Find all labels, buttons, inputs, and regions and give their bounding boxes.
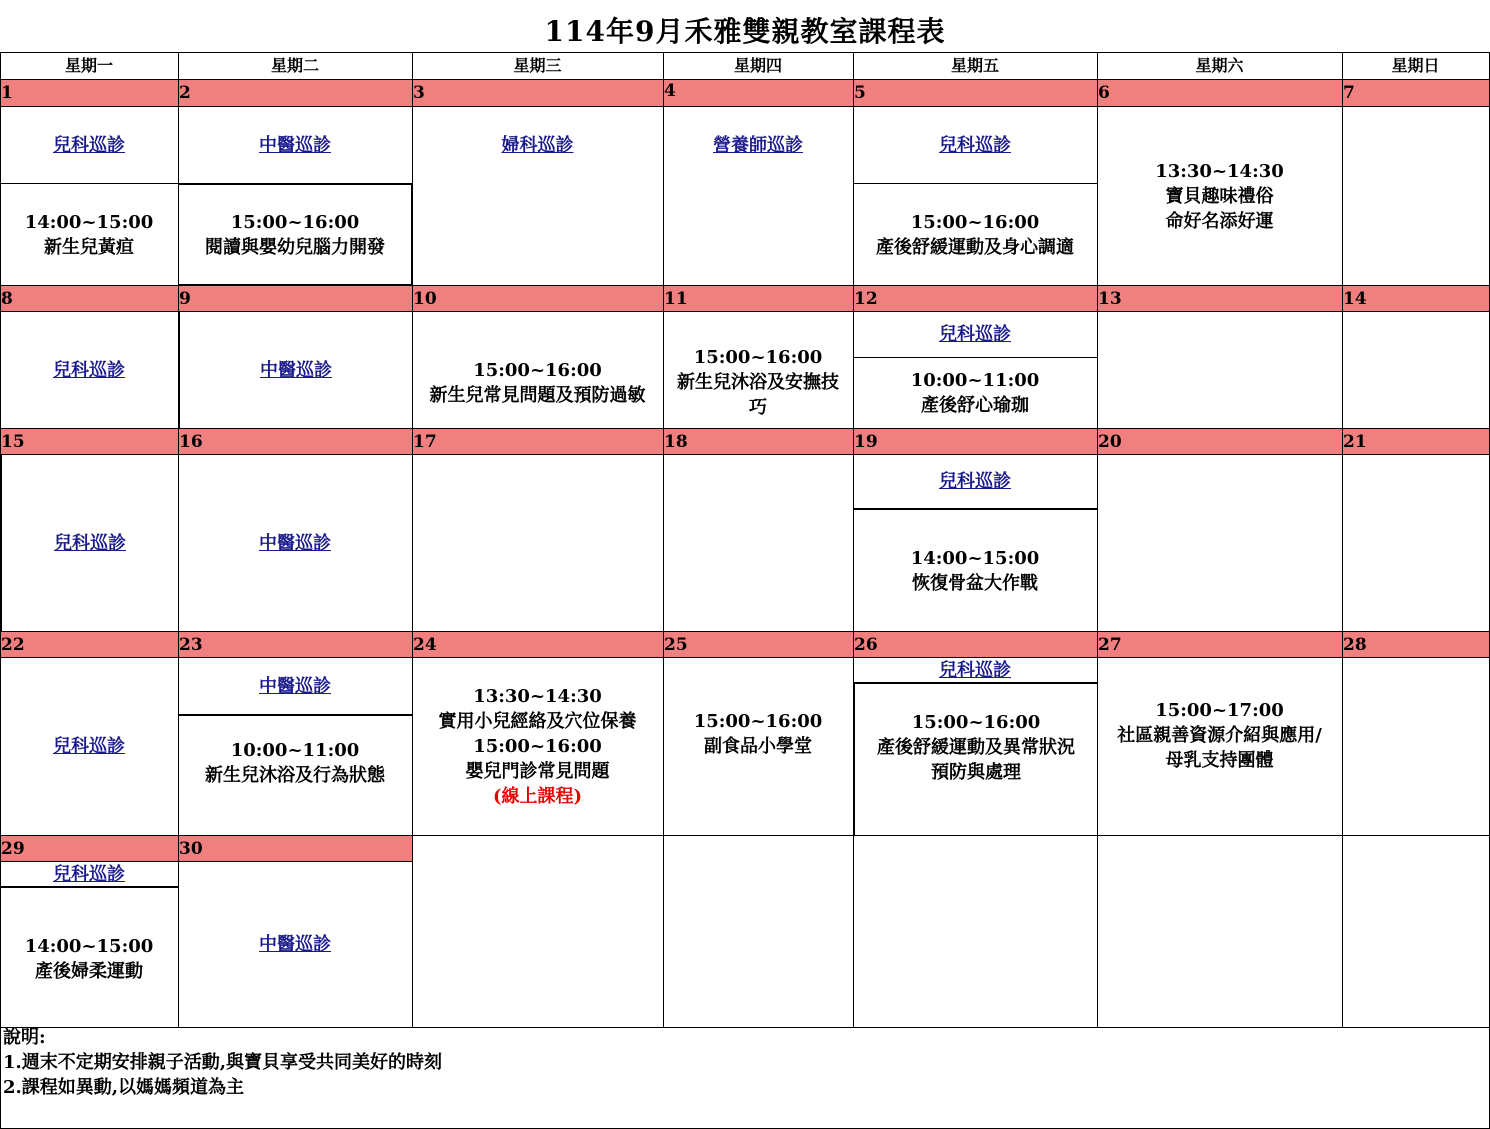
date-number: 28 [1343, 635, 1367, 655]
course-cell [0, 888, 178, 1027]
day-header-mon: 星期一 [64, 56, 113, 75]
course-title: 實用小兒經絡及穴位保養 [438, 711, 637, 732]
course-time: 15:00~16:00 [911, 712, 1041, 733]
date-number: 14 [1343, 289, 1367, 309]
notes-heading: 說明: [3, 1027, 46, 1048]
date-number: 27 [1098, 635, 1122, 655]
course-cell [180, 312, 412, 428]
date-number: 17 [413, 432, 437, 452]
course-time: 13:30~14:30 [1155, 161, 1284, 182]
course-cell [412, 658, 663, 835]
date-number: 15 [1, 432, 25, 452]
date-number: 22 [1, 635, 25, 655]
date-number: 20 [1098, 432, 1122, 452]
clinic-link[interactable]: 兒科巡診 [54, 532, 126, 554]
course-cell [178, 455, 412, 631]
date-row-week4 [0, 632, 1490, 657]
date-number: 1 [1, 83, 13, 103]
day-header-thu: 星期四 [733, 56, 782, 75]
date-number: 13 [1098, 289, 1122, 309]
clinic-link[interactable]: 兒科巡診 [939, 324, 1011, 345]
clinic-link[interactable]: 中醫巡診 [259, 134, 331, 156]
course-time: 15:00~16:00 [473, 736, 602, 757]
course-cell [855, 684, 1097, 835]
course-cell [178, 716, 412, 835]
course-cell [178, 185, 412, 285]
date-number: 24 [413, 635, 437, 655]
date-number: 5 [854, 83, 866, 103]
course-cell [853, 510, 1097, 631]
course-cell [663, 312, 853, 428]
date-number: 30 [179, 839, 203, 859]
course-cell [0, 658, 178, 835]
date-number: 3 [413, 83, 425, 103]
course-time: 15:00~16:00 [230, 212, 360, 233]
course-time: 10:00~11:00 [910, 370, 1040, 391]
clinic-link[interactable]: 中醫巡診 [259, 675, 331, 697]
course-cell [1097, 107, 1342, 285]
course-title: 副食品小學堂 [704, 736, 812, 757]
clinic-link[interactable]: 中醫巡診 [259, 532, 331, 554]
course-title: 新生兒常見問題及預防過敏 [429, 385, 646, 406]
course-time: 14:00~15:00 [24, 211, 154, 233]
course-cell [663, 107, 853, 183]
notes-line-1: 1.週末不定期安排親子活動,與寶貝享受共同美好的時刻 [3, 1052, 443, 1073]
course-cell [853, 455, 1097, 508]
course-cell [1097, 658, 1342, 835]
date-row-week1 [0, 80, 1490, 106]
course-cell [412, 107, 663, 183]
clinic-link[interactable]: 兒科巡診 [53, 359, 125, 381]
day-header-sun: 星期日 [1391, 56, 1440, 75]
day-header-wed: 星期三 [513, 56, 562, 75]
date-number: 16 [179, 432, 203, 452]
course-title: 新生兒沐浴及安撫技 [677, 372, 839, 393]
date-number: 18 [664, 432, 688, 452]
clinic-link[interactable]: 兒科巡診 [53, 863, 125, 885]
course-cell [178, 107, 412, 183]
course-title: 產後舒緩運動及身心調適 [876, 236, 1074, 258]
course-cell [412, 328, 663, 428]
course-time: 15:00~16:00 [910, 211, 1040, 233]
course-time: 15:00~16:00 [693, 711, 823, 732]
day-header-sat: 星期六 [1195, 56, 1244, 75]
date-number: 10 [413, 289, 437, 309]
course-title: 閱讀與嬰幼兒腦力開發 [205, 237, 385, 258]
date-number: 25 [664, 635, 688, 655]
course-time: 14:00~15:00 [24, 936, 154, 957]
course-cell [178, 862, 412, 1027]
clinic-link[interactable]: 中醫巡診 [260, 359, 332, 381]
course-cell [853, 184, 1097, 285]
course-cell [2, 455, 178, 631]
clinic-link[interactable]: 婦科巡診 [501, 134, 574, 156]
course-time: 15:00~17:00 [1155, 700, 1284, 721]
course-cell [853, 107, 1097, 183]
day-header-tue: 星期二 [270, 56, 319, 75]
course-cell [853, 658, 1097, 682]
date-row-week3 [0, 429, 1490, 454]
course-time: 14:00~15:00 [910, 547, 1040, 569]
course-title: 產後婦柔運動 [35, 961, 143, 982]
course-title: 產後舒緩運動及異常狀況 [877, 737, 1075, 758]
course-cell [0, 184, 178, 285]
course-cell [0, 862, 178, 886]
course-title: 社區親善資源介紹與應用/ [1117, 725, 1322, 746]
course-cell [0, 312, 178, 428]
course-cell [0, 107, 178, 183]
date-number: 29 [1, 839, 25, 859]
date-number: 26 [854, 635, 878, 655]
course-title: 新生兒沐浴及行為狀態 [205, 765, 385, 786]
date-row-week5 [0, 836, 412, 861]
course-cell [853, 358, 1097, 428]
course-title: 嬰兒門診常見問題 [465, 761, 610, 782]
notes-line-2: 2.課程如異動,以媽媽頻道為主 [3, 1077, 245, 1098]
date-number: 12 [854, 289, 878, 309]
course-title: 巧 [749, 397, 767, 418]
clinic-link[interactable]: 兒科巡診 [939, 471, 1011, 492]
date-number: 6 [1098, 83, 1110, 103]
course-cell [853, 312, 1097, 357]
date-number: 21 [1343, 432, 1367, 452]
online-course-label: (線上課程) [492, 786, 583, 807]
clinic-link[interactable]: 兒科巡診 [939, 134, 1011, 156]
course-title: 母乳支持團體 [1165, 750, 1274, 771]
day-header-fri: 星期五 [950, 56, 999, 75]
date-number: 2 [179, 83, 191, 103]
date-number: 9 [179, 289, 191, 309]
date-number: 23 [179, 635, 203, 655]
date-row-week2 [0, 286, 1490, 311]
date-number: 19 [854, 432, 878, 452]
clinic-link[interactable]: 兒科巡診 [939, 659, 1011, 681]
page-title: 114年9月禾雅雙親教室課程表 [544, 15, 946, 48]
course-cell [663, 658, 853, 835]
course-cell [178, 658, 412, 714]
course-title: 預防與處理 [931, 762, 1021, 783]
date-number: 7 [1343, 83, 1355, 103]
clinic-link[interactable]: 中醫巡診 [259, 934, 331, 955]
course-time: 10:00~11:00 [230, 740, 360, 761]
date-number: 8 [1, 289, 13, 309]
clinic-link[interactable]: 兒科巡診 [53, 134, 125, 156]
course-title: 寶貝趣味禮俗 [1165, 186, 1274, 207]
course-title: 新生兒黃疸 [44, 236, 134, 258]
course-time: 13:30~14:30 [473, 686, 602, 707]
course-title: 產後舒心瑜珈 [921, 395, 1029, 416]
date-number: 4 [664, 81, 676, 101]
course-title: 恢復骨盆大作戰 [912, 572, 1038, 594]
course-time: 15:00~16:00 [473, 360, 602, 381]
course-title: 命好名添好運 [1165, 211, 1274, 232]
date-number: 11 [664, 289, 688, 309]
course-time: 15:00~16:00 [693, 347, 823, 368]
clinic-link[interactable]: 兒科巡診 [53, 736, 125, 757]
clinic-link[interactable]: 營養師巡診 [713, 134, 803, 156]
